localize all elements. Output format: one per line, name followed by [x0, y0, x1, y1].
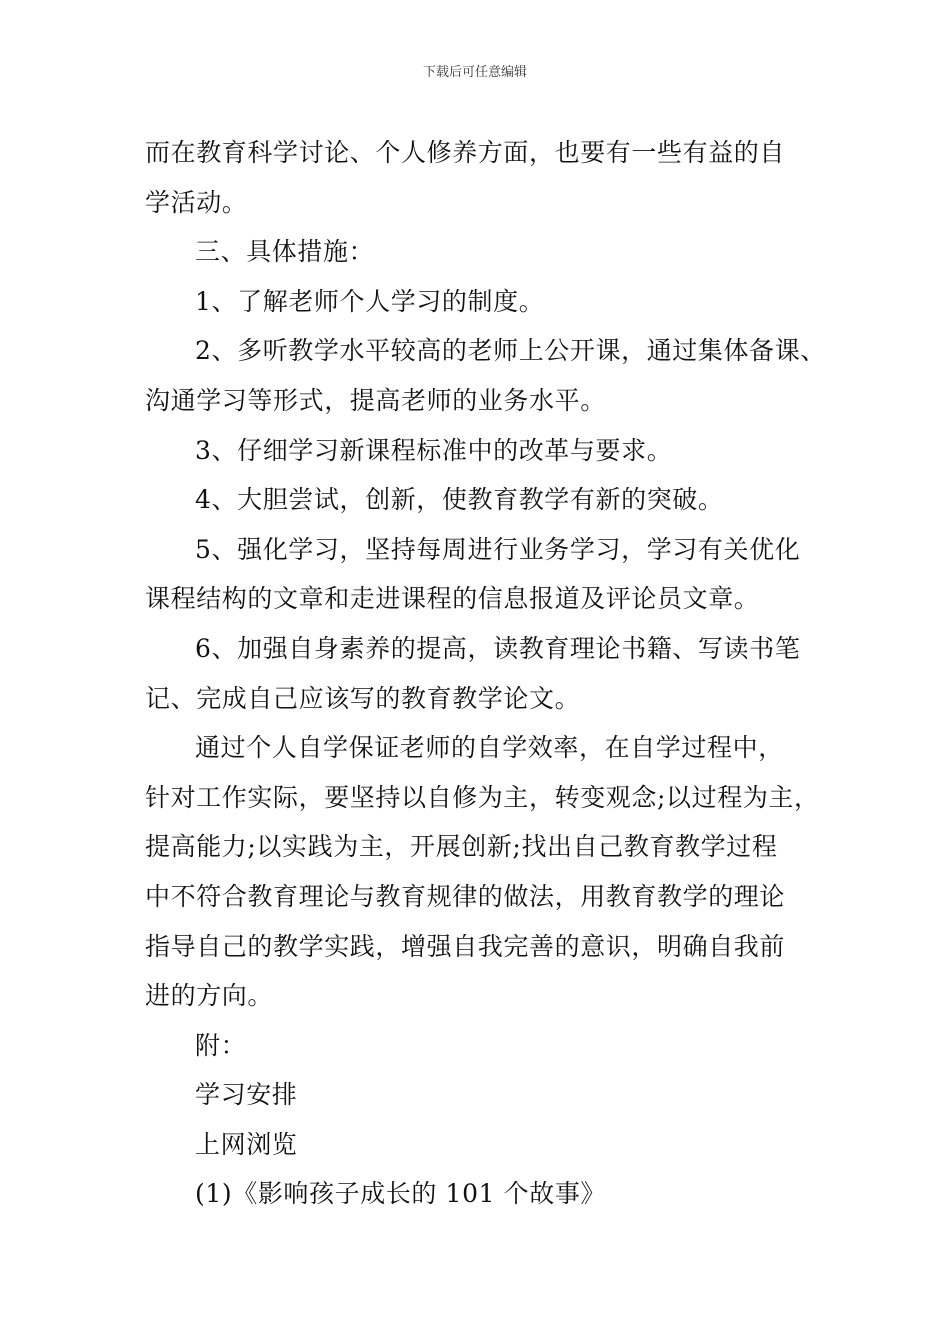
list-item: 6、加强自身素养的提高，读教育理论书籍、写读书笔: [195, 633, 801, 663]
appendix-label: 附：: [195, 1030, 247, 1060]
list-item: (1)《影响孩子成长的 101 个故事》: [195, 1179, 607, 1209]
text-line: 而在教育科学讨论、个人修养方面，也要有一些有益的自: [145, 138, 786, 167]
text-line: 中不符合教育理论与教育规律的做法，用教育教学的理论: [145, 881, 786, 911]
list-item: 4、大胆尝试，创新，使教育教学有新的突破。: [195, 485, 724, 515]
page-header: 下载后可任意编辑: [422, 65, 527, 80]
text-line: 记、完成自己应该写的教育教学论文。: [145, 683, 581, 713]
text-line: 沟通学习等形式，提高老师的业务水平。: [145, 385, 606, 415]
list-item: 3、仔细学习新课程标准中的改革与要求。: [195, 435, 673, 465]
document-body: [145, 128, 825, 1219]
list-item: 5、强化学习，坚持每周进行业务学习，学习有关优化: [195, 534, 801, 564]
list-item: 1、了解老师个人学习的制度。: [195, 286, 545, 316]
list-item: 2、多听教学水平较高的老师上公开课，通过集体备课、: [195, 336, 826, 366]
text-line: 进的方向。: [145, 981, 274, 1011]
appendix-heading: 学习安排: [195, 1080, 298, 1110]
text-line: 指导自己的教学实践，增强自我完善的意识，明确自我前: [145, 931, 786, 961]
text-line: 学活动。: [145, 187, 248, 217]
appendix-subheading: 上网浏览: [195, 1129, 298, 1159]
text-line: 课程结构的文章和走进课程的信息报道及评论员文章。: [145, 584, 760, 614]
section-heading: 三、具体措施：: [195, 237, 375, 267]
paragraph-start: 通过个人自学保证老师的自学效率，在自学过程中，: [195, 733, 784, 763]
text-line: 提高能力;以实践为主，开展创新;找出自己教育教学过程: [145, 832, 778, 862]
text-line: 针对工作实际，要坚持以自修为主，转变观念;以过程为主，: [145, 782, 820, 812]
